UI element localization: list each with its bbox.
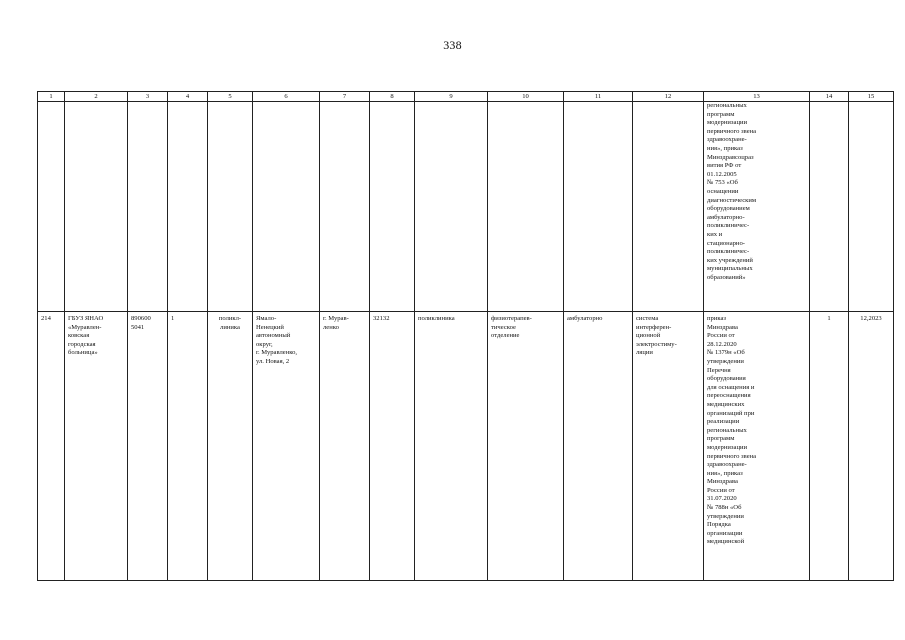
- quantity: 1: [827, 315, 831, 322]
- table-cell: [38, 102, 65, 312]
- column-header: 12: [633, 92, 704, 102]
- table-cell: [849, 102, 894, 312]
- column-header: 14: [810, 92, 849, 102]
- organization-name: ГБУЗ ЯНАО «Муравлен- ковская городская больница»: [68, 315, 104, 357]
- table-cell: [320, 102, 370, 312]
- column-header: 15: [849, 92, 894, 102]
- table-row-continuation: [38, 102, 894, 312]
- table-cell: [38, 312, 65, 581]
- column-header: 13: [704, 92, 810, 102]
- table-cell: [128, 102, 168, 312]
- table-cell: [370, 312, 415, 581]
- table-cell: [633, 312, 704, 581]
- column-header: 2: [65, 92, 128, 102]
- table-cell: [704, 102, 810, 312]
- table-cell: [65, 102, 128, 312]
- table-cell: [253, 102, 320, 312]
- table-cell: [168, 312, 208, 581]
- column-header: 6: [253, 92, 320, 102]
- table-cell: [65, 312, 128, 581]
- subdivision-count: 1: [171, 315, 175, 322]
- column-header: 1: [38, 92, 65, 102]
- table-cell: [128, 312, 168, 581]
- table-cell: [633, 102, 704, 312]
- table-cell: [488, 312, 564, 581]
- column-header: 10: [488, 92, 564, 102]
- table-cell: [564, 312, 633, 581]
- table-cell: [253, 312, 320, 581]
- care-conditions: амбулаторно: [567, 315, 603, 322]
- column-number-row: [38, 92, 894, 102]
- structural-unit: поликлиника: [418, 315, 455, 322]
- page-number: 338: [443, 38, 462, 52]
- table-cell: [810, 312, 849, 581]
- table-cell: [849, 312, 894, 581]
- table-cell: [488, 102, 564, 312]
- table-cell: [415, 102, 488, 312]
- column-header: 3: [128, 92, 168, 102]
- locality: г. Мурав- ленко: [323, 315, 349, 331]
- table-cell: [370, 102, 415, 312]
- column-header: 4: [168, 92, 208, 102]
- regulation-text: региональных программ модернизации первичного звена здравоохране- ния», приказ Минздравсоцраз вития РФ от 01.12.2005 № 753 «Об оснащении диагностическим оборудованием амбулаторно- поликлиничес- ких и стационарно- поликлиничес- ких учреждений муниципальных образований»: [707, 102, 757, 281]
- table-cell: [704, 312, 810, 581]
- equipment-name: система интерферен- ционной электростиму- ляции: [636, 315, 677, 357]
- column-header: 7: [320, 92, 370, 102]
- column-header: 5: [208, 92, 253, 102]
- table-cell: [810, 102, 849, 312]
- table-cell: [208, 102, 253, 312]
- table-cell: [564, 102, 633, 312]
- code: 32132: [373, 315, 390, 322]
- regulation-text: приказ Минздрава России от 28.12.2020 № 1379н «Об утверждении Перечня оборудования для оснащения и переоснащения медицинских организаций при реализации региональных программ модернизации первичного звена здравоохране- ния», приказ Минздрава России от 31.07.2020 № 788н «Об утверждении Порядка организации медицинской: [707, 315, 757, 546]
- table-cell: [320, 312, 370, 581]
- delivery-date: 12,2023: [860, 315, 882, 322]
- table-cell: [415, 312, 488, 581]
- unit-type: поликл- линика: [218, 315, 242, 331]
- table-cell: [208, 312, 253, 581]
- table-cell: [168, 102, 208, 312]
- column-header: 11: [564, 92, 633, 102]
- column-header: 8: [370, 92, 415, 102]
- organization-code: 890600 5041: [131, 315, 151, 331]
- address: Ямало- Ненецкий автономный округ, г. Муравленко, ул. Новая, 2: [256, 315, 298, 365]
- column-header: 9: [415, 92, 488, 102]
- row-number: 214: [41, 315, 51, 322]
- table-row-214: [38, 312, 894, 581]
- equipment-table: [37, 91, 894, 581]
- department: физиотерапев- тическое отделение: [491, 315, 532, 340]
